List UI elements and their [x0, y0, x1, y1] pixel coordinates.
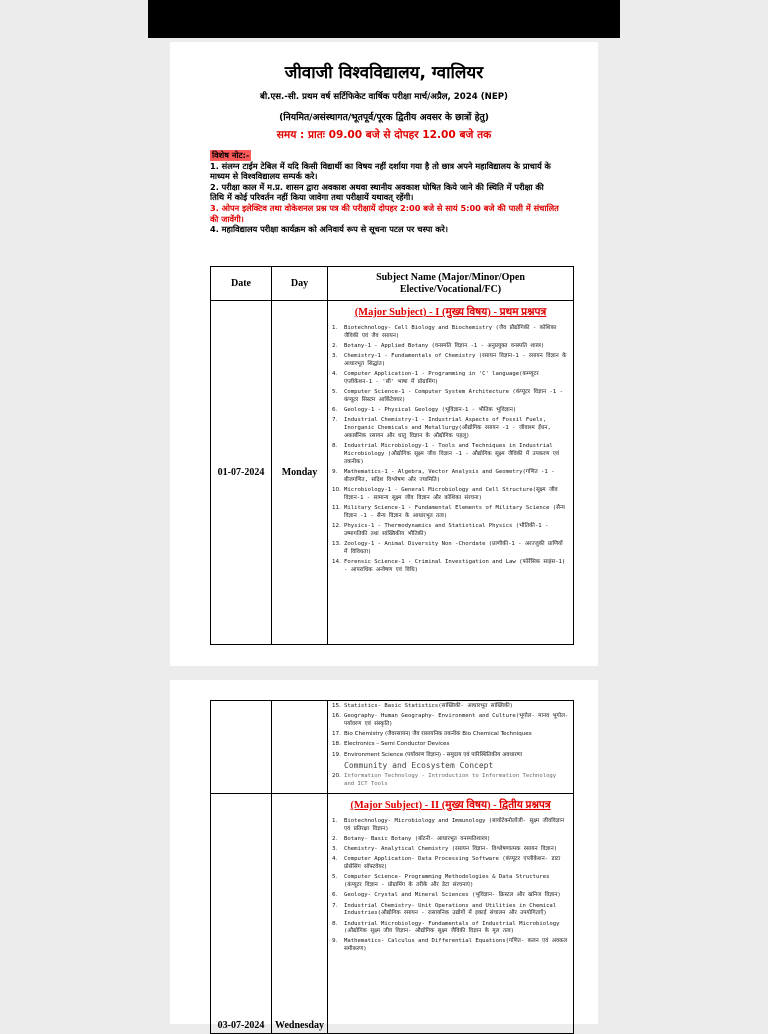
subject-item — [332, 938, 569, 954]
subject-text: Zoology-1 - Animal Diversity Non -Chordate (प्राणीकी-1 - अरज्जुकी प्राणियों में विविधता) — [344, 540, 563, 555]
subject-number: 4. — [332, 371, 338, 378]
note-item: 4. महाविद्यालय परीक्षा कार्यक्रम को अनिवार्य रूप से सूचना पटल पर चस्पा करे। — [210, 224, 448, 235]
subject-item — [332, 523, 569, 539]
subject-text: Microbiology-1 - General Microbiology and Cell Structure(सूक्ष्म जीव विज्ञान-1 - सामान्य सूक्ष्म जीव विज्ञान और कोशिका संरचना) — [344, 486, 558, 501]
header-date: Date — [211, 267, 272, 301]
subject-item — [332, 818, 569, 834]
subject-item — [332, 773, 569, 789]
continued-subject-list — [332, 703, 569, 788]
top-black-bar — [148, 0, 620, 38]
exam-time: समय : प्रातः 09.00 बजे से दोपहर 12.00 बजे तक — [276, 129, 492, 141]
subject-number: 9. — [332, 468, 338, 475]
subject-text: Geology-1 - Physical Geology (भूविज्ञान-1 - भौतिक भूविज्ञान) — [344, 407, 517, 414]
subject-item — [332, 505, 569, 521]
subject-item — [332, 762, 569, 771]
subject-text: Statistics- Basic Statistics(सांख्यिकी- आधारभूत सांख्यिकी) — [344, 703, 514, 709]
subject-number: 6. — [332, 407, 338, 414]
subject-number: 4. — [332, 856, 338, 863]
subject-cell — [328, 301, 574, 645]
note-item: 2. परीक्षा काल में म.प्र. शासन द्वारा अवकाश अथवा स्थानीय अवकाश घोषित किये जाने की स्थिति में परीक्षा की तिथि में कोई परिवर्तन नहीं किया जावेगा तथा परीक्षायें यथावत् रहेंगी। — [210, 181, 544, 203]
subject-number: 9. — [332, 938, 338, 945]
subject-item — [332, 741, 569, 749]
subject-number: 6. — [332, 892, 338, 899]
subject-number: 1. — [332, 325, 338, 331]
subject-text: Electronics – Semi Conductor Devices — [344, 741, 450, 748]
continued-subject-cell — [328, 701, 574, 794]
timetable-page-1 — [210, 266, 574, 645]
subject-item — [332, 921, 569, 937]
subject-text: Information Technology - Introduction to Information Technology and ICT Tools — [344, 772, 557, 787]
subject-text: Industrial Chemistry- Unit Operations and Utilities in Chemical Industries(औद्योगिक रसायन - रासायनिक उद्योगों में इकाई संचालन और उपयोगिताएँ) — [344, 902, 557, 917]
special-notes — [210, 150, 560, 235]
subject-item — [332, 731, 569, 739]
subject-number: 17. — [332, 731, 341, 738]
timetable-page-2 — [210, 700, 574, 1034]
major-subject-title-2: (Major Subject) - II (मुख्य विषय) - द्वितीय प्रश्नपत्र — [350, 800, 551, 811]
subject-text: Computer Science- Programming Methodologies & Data Structures (कंप्यूटर विज्ञान - प्रोग्रामिंग के तरीके और डेटा संरचनाएं) — [344, 874, 550, 889]
subject-cell-2 — [328, 794, 574, 1034]
university-title: जीवाजी विश्वविद्यालय, ग्वालियर — [284, 63, 484, 83]
subject-number: 20. — [332, 772, 341, 779]
subject-number: 12. — [332, 522, 341, 529]
exam-title: बी.एस.-सी. प्रथम वर्ष सर्टिफिकेट वार्षिक परीक्षा मार्च/अप्रैल, 2024 (NEP) — [260, 92, 508, 102]
note-item: 1. संलग्न टाईम टेबिल में यदि किसी विद्यार्थी का विषय नहीं दर्शाया गया है तो छात्र अपने महाविद्यालय के प्राचार्य के माध्यम से विश्वविद्यालय सम्पर्क करे। — [210, 160, 551, 182]
header-subject: Subject Name (Major/Minor/Open Elective/Vocational/FC) — [328, 267, 574, 301]
subject-list-2 — [332, 818, 569, 954]
subject-text: Computer Science-1 - Computer System Architecture (कंप्यूटर विज्ञान -1 - कंप्यूटर सिस्टम आर्किटेक्चर) — [344, 389, 563, 403]
date-cell: 01-07-2024 — [211, 301, 272, 645]
subject-item — [332, 846, 569, 854]
subject-item — [332, 892, 569, 900]
subject-number — [332, 762, 344, 771]
subject-text: Industrial Chemistry-1 - Industrial Aspects of Fossil Fuels, Inorganic Chemicals and Metallurgy(औद्योगिक रसायन -1 - जीवाश्म ईंधन, अकार्बनिक रसायन और धातु विज्ञान के औद्योगिक पहलू) — [344, 417, 551, 439]
subject-text: Mathematics- Calculus and Differential Equations(गणित- कलन एवं अवकल समीकरण) — [344, 938, 568, 953]
subject-number: 16. — [332, 713, 341, 720]
student-category: (नियमित/असंस्थागत/भूतपूर्व/पूरक द्वितीय अवसर के छात्रों हेतु) — [279, 112, 489, 123]
document-page-2 — [170, 680, 598, 1031]
subject-text: Industrial Microbiology-1 - Tools and Techniques in Industrial Microbiology (औद्योगिक सूक्ष्म जीव विज्ञान -1 - औद्योगिक सूक्ष्म जैविकी में उपकरण एवं तकनीक) — [344, 443, 559, 465]
subject-text: Botany- Basic Botany (बॉटनी- आधारभूत वनस्पतिशास्त्र) — [344, 835, 491, 842]
subject-text: Community and Ecosystem Concept — [344, 760, 494, 770]
subject-text: Biotechnology- Microbiology and Immunology (बायोटेक्नोलॉजी- सूक्ष्म जीवविज्ञान एवं प्रतिरक्षा विज्ञान) — [344, 818, 564, 832]
document-page-1 — [170, 42, 598, 666]
subject-number: 3. — [332, 846, 338, 853]
subject-number: 11. — [332, 504, 341, 511]
subject-number: 14. — [332, 558, 341, 565]
subject-number: 8. — [332, 920, 338, 927]
subject-text: Industrial Microbiology- Fundamentals of Industrial Microbiology (औद्योगिक सूक्ष्म जीव विज्ञान- औद्योगिक सूक्ष्म जैविकी विज्ञान के मूल तत्व) — [344, 920, 560, 935]
empty-day-cell — [272, 701, 328, 794]
subject-number: 3. — [332, 353, 338, 360]
subject-text: Physics-1 - Thermodynamics and Statistical Physics (भौतिकी-1 - उष्मागतिकी तथा सांख्यिकीय भौतिकी) — [344, 522, 549, 537]
date-cell-2: 03-07-2024 — [211, 794, 272, 1034]
subject-number: 2. — [332, 342, 338, 349]
subject-item — [332, 469, 569, 485]
day-cell-2: Wednesday — [272, 794, 328, 1034]
subject-item — [332, 389, 569, 405]
subject-item — [332, 487, 569, 503]
major-subject-title: (Major Subject) - I (मुख्य विषय) - प्रथम प्रश्नपत्र — [354, 307, 547, 318]
subject-item — [332, 703, 569, 711]
subject-item — [332, 371, 569, 387]
subject-item — [332, 417, 569, 440]
subject-number: 15. — [332, 703, 341, 709]
subject-text: Computer Application- Data Processing Software (कंप्यूटर एप्लीकेशन- डाटा प्रोसेसिंग सॉफ्टवेयर) — [344, 856, 561, 871]
subject-number: 5. — [332, 874, 338, 881]
subject-item — [332, 874, 569, 890]
subject-text: Biotechnology- Cell Biology and Biochemistry (जैव प्रौद्योगिकी - कोशिका जैविकी एवं जैव रसायन) — [344, 325, 557, 339]
subject-number: 10. — [332, 486, 341, 493]
note-item: 3. ओपन इलेक्टिव तथा वोकेशनल प्रश्न पत्र की परीक्षायें दोपहर 2:00 बजे से सायं 5:00 बजे की पाली में संचालित की जावेंगी। — [210, 202, 559, 224]
subject-text: Forensic Science-1 - Criminal Investigation and Law (फोरेंसिक साइंस-1) - आपराधिक अन्वेषण एवं विधि) — [344, 558, 566, 573]
subject-number: 7. — [332, 417, 338, 424]
subject-item — [332, 559, 569, 575]
subject-number: 13. — [332, 540, 341, 547]
subject-text: Geology- Crystal and Mineral Sciences (भूविज्ञान- क्रिस्टल और खनिज विज्ञान) — [344, 892, 561, 899]
header-day: Day — [272, 267, 328, 301]
subject-item — [332, 836, 569, 844]
subject-number: 18. — [332, 741, 341, 748]
subject-text: Computer Application-1 - Programming in 'C' language(कम्प्यूटर एप्लीकेशन-1 - 'सी' भाषा में प्रोग्रामिंग) — [344, 371, 539, 385]
subject-item — [332, 752, 569, 760]
subject-item — [332, 903, 569, 919]
subject-list — [332, 325, 569, 574]
subject-item — [332, 353, 569, 369]
subject-number: 2. — [332, 835, 338, 842]
subject-text: Chemistry-1 - Fundamentals of Chemistry (रसायन विज्ञान-1 - रसायन विज्ञान के आधारभूत सिद्धांत) — [344, 353, 567, 367]
subject-text: Chemistry- Analytical Chemistry (रसायन विज्ञान- विश्लेषणात्मक रसायन विज्ञान) — [344, 846, 558, 853]
subject-item — [332, 713, 569, 729]
subject-item — [332, 325, 569, 341]
subject-text: Mathematics-1 - Algebra, Vector Analysis and Geometry(गणित -1 - बीजगणित, सदिश विश्लेषण और ज्यामिति) — [344, 468, 555, 483]
subject-text: Bio Chemistry (जैवरसायन) जैव रासायनिक तकनीक Bio Chemical Techniques — [344, 731, 532, 738]
subject-number: 8. — [332, 443, 338, 450]
subject-number: 19. — [332, 751, 341, 758]
subject-item — [332, 343, 569, 351]
subject-item — [332, 856, 569, 872]
subject-text: Geography- Human Geography- Environment and Culture(भूगोल- मानव भूगोल- पर्यावरण एवं संस्कृति) — [344, 713, 569, 727]
day-cell: Monday — [272, 301, 328, 645]
subject-text: Environment Science (पर्यावरण विज्ञान) - समुदाय एवं पारिस्थितिकीय अवधारणा — [344, 751, 523, 758]
notes-heading: विशेष नोट:- — [212, 150, 250, 160]
subject-text: Botany-1 - Applied Botany (वनस्पति विज्ञान -1 - अनुप्रयुक्त वनस्पति शास्त्र) — [344, 342, 545, 349]
subject-text: Military Science-1 - Fundamental Elements of Military Science (सैन्य विज्ञान -1 - सैन्य विज्ञान के आधारभूत तत्व) — [344, 504, 565, 519]
subject-number: 7. — [332, 902, 338, 909]
subject-item — [332, 541, 569, 557]
subject-item — [332, 407, 569, 415]
subject-number: 5. — [332, 389, 338, 396]
empty-date-cell — [211, 701, 272, 794]
subject-number: 1. — [332, 818, 338, 824]
subject-item — [332, 443, 569, 466]
